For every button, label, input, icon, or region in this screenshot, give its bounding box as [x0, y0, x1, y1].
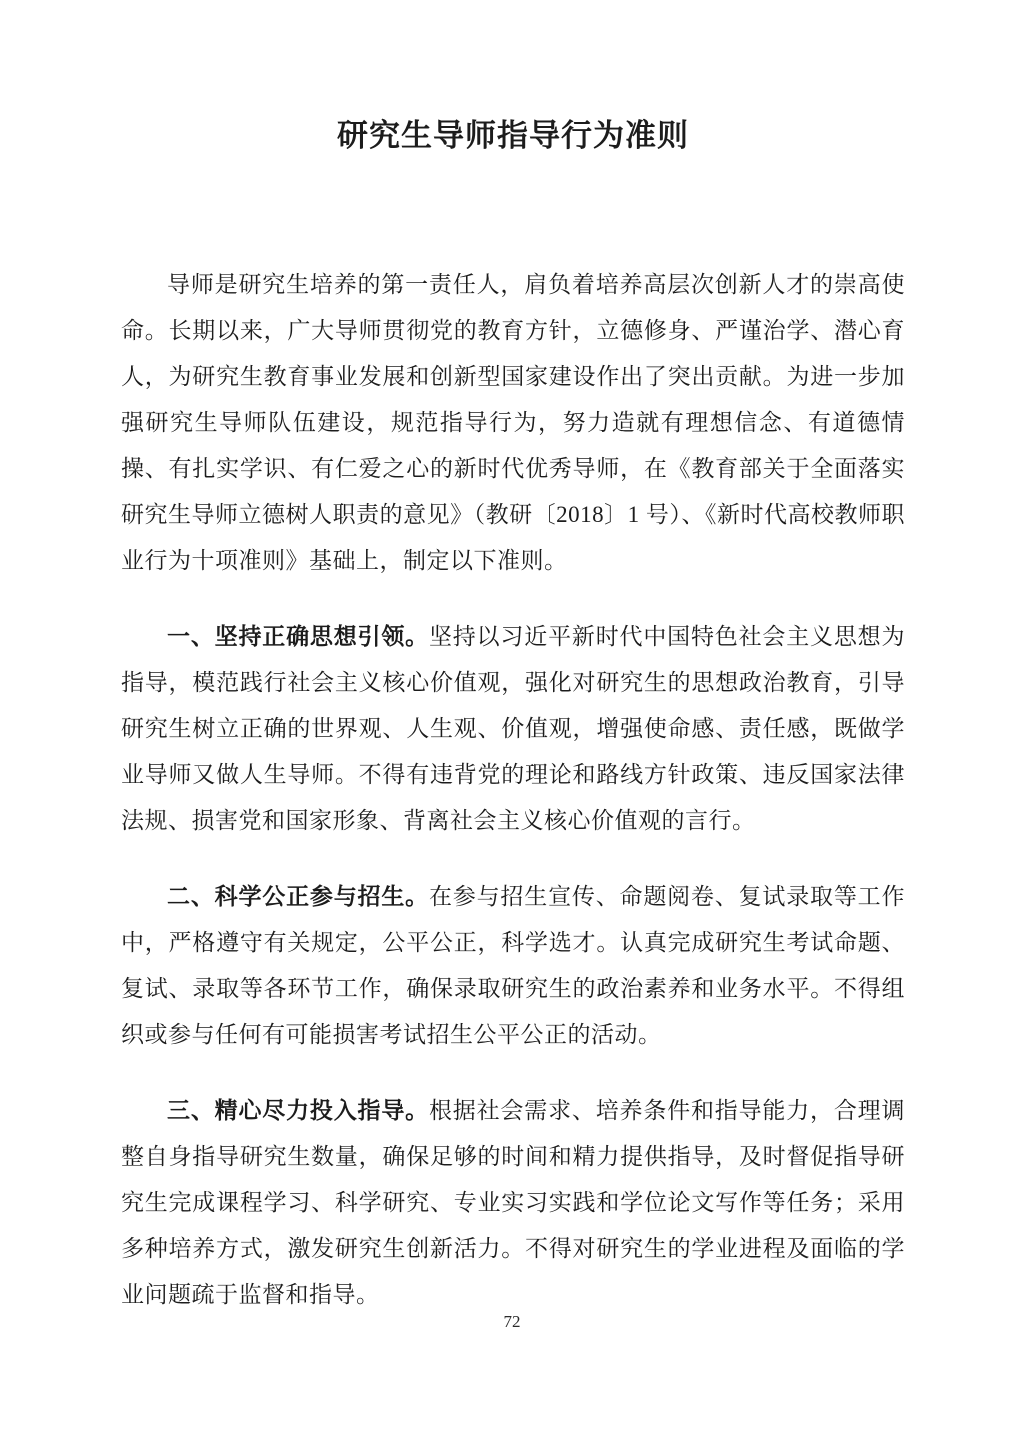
section-3-paragraph	[121, 1088, 905, 1318]
intro-paragraph	[121, 262, 905, 584]
section-3-heading: 三、精心尽力投入指导。	[167, 1098, 429, 1123]
section-2-heading: 二、科学公正参与招生。	[167, 884, 429, 909]
section-3-text: 根据社会需求、培养条件和指导能力，合理调整自身指导研究生数量，确保足够的时间和精力提供指导，及时督促指导研究生完成课程学习、科学研究、专业实习实践和学位论文写作等任务；采用多种培养方式，激发研究生创新活力。不得对研究生的学业进程及面临的学业问题疏于监督和指导。	[121, 1098, 906, 1307]
intro-paragraph-text: 导师是研究生培养的第一责任人，肩负着培养高层次创新人才的崇高使命。长期以来，广大导师贯彻党的教育方针，立德修身、严谨治学、潜心育人，为研究生教育事业发展和创新型国家建设作出了突出贡献。为进一步加强研究生导师队伍建设，规范指导行为，努力造就有理想信念、有道德情操、有扎实学识、有仁爱之心的新时代优秀导师，在《教育部关于全面落实研究生导师立德树人职责的意见》（教研〔2018〕1 号）、《新时代高校教师职业行为十项准则》基础上，制定以下准则。	[121, 272, 905, 573]
section-1-heading: 一、坚持正确思想引领。	[167, 624, 429, 649]
page-number: 72	[503, 1312, 521, 1331]
document-title: 研究生导师指导行为准则	[337, 118, 689, 153]
section-2-text: 在参与招生宣传、命题阅卷、复试录取等工作中，严格遵守有关规定，公平公正，科学选才。认真完成研究生考试命题、复试、录取等各环节工作，确保录取研究生的政治素养和业务水平。不得组织或参与任何有可能损害考试招生公平公正的活动。	[121, 884, 906, 1047]
section-1-paragraph	[121, 614, 905, 844]
section-2-paragraph	[121, 874, 905, 1058]
section-1-text: 坚持以习近平新时代中国特色社会主义思想为指导，模范践行社会主义核心价值观，强化对研究生的思想政治教育，引导研究生树立正确的世界观、人生观、价值观，增强使命感、责任感，既做学业导师又做人生导师。不得有违背党的理论和路线方针政策、违反国家法律法规、损害党和国家形象、背离社会主义核心价值观的言行。	[121, 624, 906, 833]
